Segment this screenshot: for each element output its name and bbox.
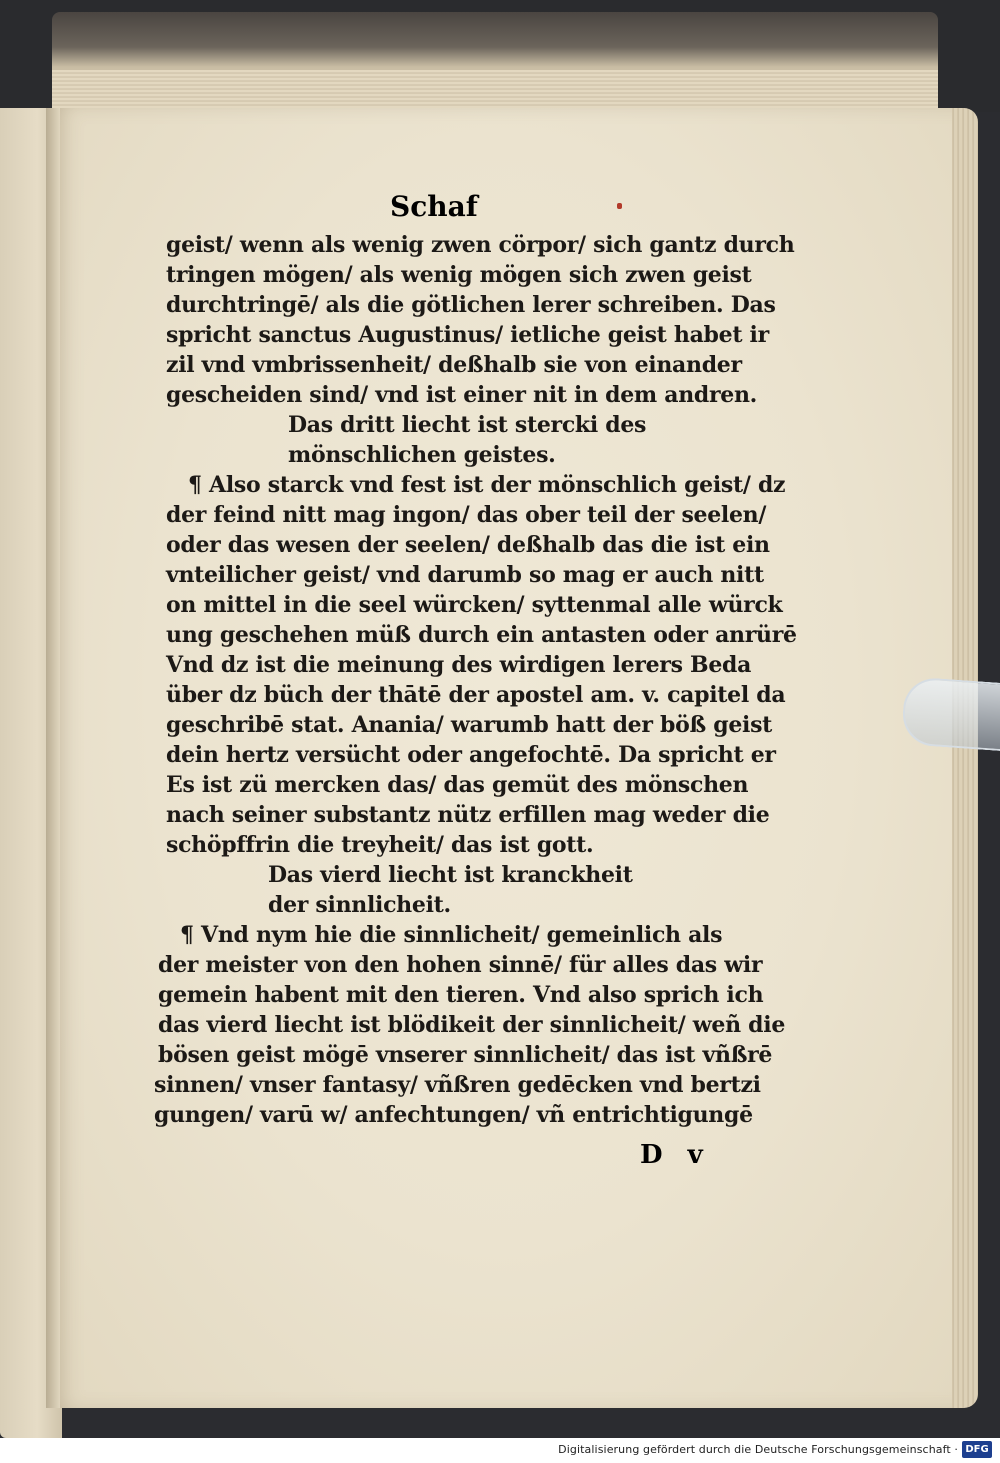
text-line-5: zil vnd vmbrissenheit/ deßhalb sie von einander bbox=[166, 352, 742, 378]
gutter-shadow bbox=[46, 108, 60, 1408]
plastic-clip bbox=[901, 676, 1000, 752]
text-line-28: bösen geist mögē vnserer sinnlicheit/ das ist vñßrē bbox=[158, 1042, 773, 1068]
text-line-9: ¶ Also starck vnd fest ist der mönschlich geist/ dz bbox=[188, 472, 786, 498]
text-line-10: der feind nitt mag ingon/ das ober teil der seelen/ bbox=[166, 502, 767, 528]
text-line-27: das vierd liecht ist blödikeit der sinnlicheit/ weñ die bbox=[158, 1012, 786, 1038]
text-line-12: vnteilicher geist/ vnd darumb so mag er auch nitt bbox=[166, 562, 764, 588]
running-header: Schaf bbox=[390, 190, 478, 223]
text-line-7: Das dritt liecht ist stercki des bbox=[288, 412, 647, 438]
footer-credit: Digitalisierung gefördert durch die Deutsche Forschungsgemeinschaft · bbox=[558, 1443, 958, 1456]
text-line-13: on mittel in die seel würcken/ syttenmal alle würck bbox=[166, 592, 783, 618]
text-line-3: durchtringē/ als die götlichen lerer schreiben. Das bbox=[166, 292, 776, 318]
text-line-4: spricht sanctus Augustinus/ ietliche geist habet ir bbox=[166, 322, 769, 348]
text-line-15: Vnd dz ist die meinung des wirdigen lerers Beda bbox=[166, 652, 752, 678]
text-line-11: oder das wesen der seelen/ deßhalb das die ist ein bbox=[166, 532, 770, 558]
text-line-21: schöpffrin die treyheit/ das ist gott. bbox=[166, 832, 594, 858]
book-top-edge bbox=[52, 12, 938, 112]
text-line-23: der sinnlicheit. bbox=[268, 892, 451, 918]
text-line-20: nach seiner substantz nütz erfillen mag weder die bbox=[166, 802, 770, 828]
red-ink-mark bbox=[617, 203, 622, 209]
text-line-16: über dz büch der thātē der apostel am. v. capitel da bbox=[166, 682, 786, 708]
signature-mark: D v bbox=[640, 1140, 711, 1170]
text-line-29: sinnen/ vnser fantasy/ vñßren gedēcken vnd bertzi bbox=[154, 1072, 761, 1098]
text-line-25: der meister von den hohen sinnē/ für alles das wir bbox=[158, 952, 763, 978]
text-line-17: geschribē stat. Anania/ warumb hatt der böß geist bbox=[166, 712, 773, 738]
dfg-logo: DFG bbox=[962, 1441, 992, 1458]
text-line-2: tringen mögen/ als wenig mögen sich zwen geist bbox=[166, 262, 752, 288]
text-line-1: geist/ wenn als wenig zwen cörpor/ sich gantz durch bbox=[166, 232, 795, 258]
text-line-14: ung geschehen müß durch ein antasten oder anrürē bbox=[166, 622, 797, 648]
text-line-6: gescheiden sind/ vnd ist einer nit in dem andren. bbox=[166, 382, 758, 408]
text-line-22: Das vierd liecht ist kranckheit bbox=[268, 862, 633, 888]
text-line-18: dein hertz versücht oder angefochtē. Da spricht er bbox=[166, 742, 776, 768]
text-line-24: ¶ Vnd nym hie die sinnlicheit/ gemeinlich als bbox=[180, 922, 723, 948]
text-line-8: mönschlichen geistes. bbox=[288, 442, 556, 468]
text-line-30: gungen/ varū w/ anfechtungen/ vñ entrichtigungē bbox=[154, 1102, 753, 1128]
text-line-26: gemein habent mit den tieren. Vnd also sprich ich bbox=[158, 982, 764, 1008]
text-line-19: Es ist zü mercken das/ das gemüt des mönschen bbox=[166, 772, 749, 798]
